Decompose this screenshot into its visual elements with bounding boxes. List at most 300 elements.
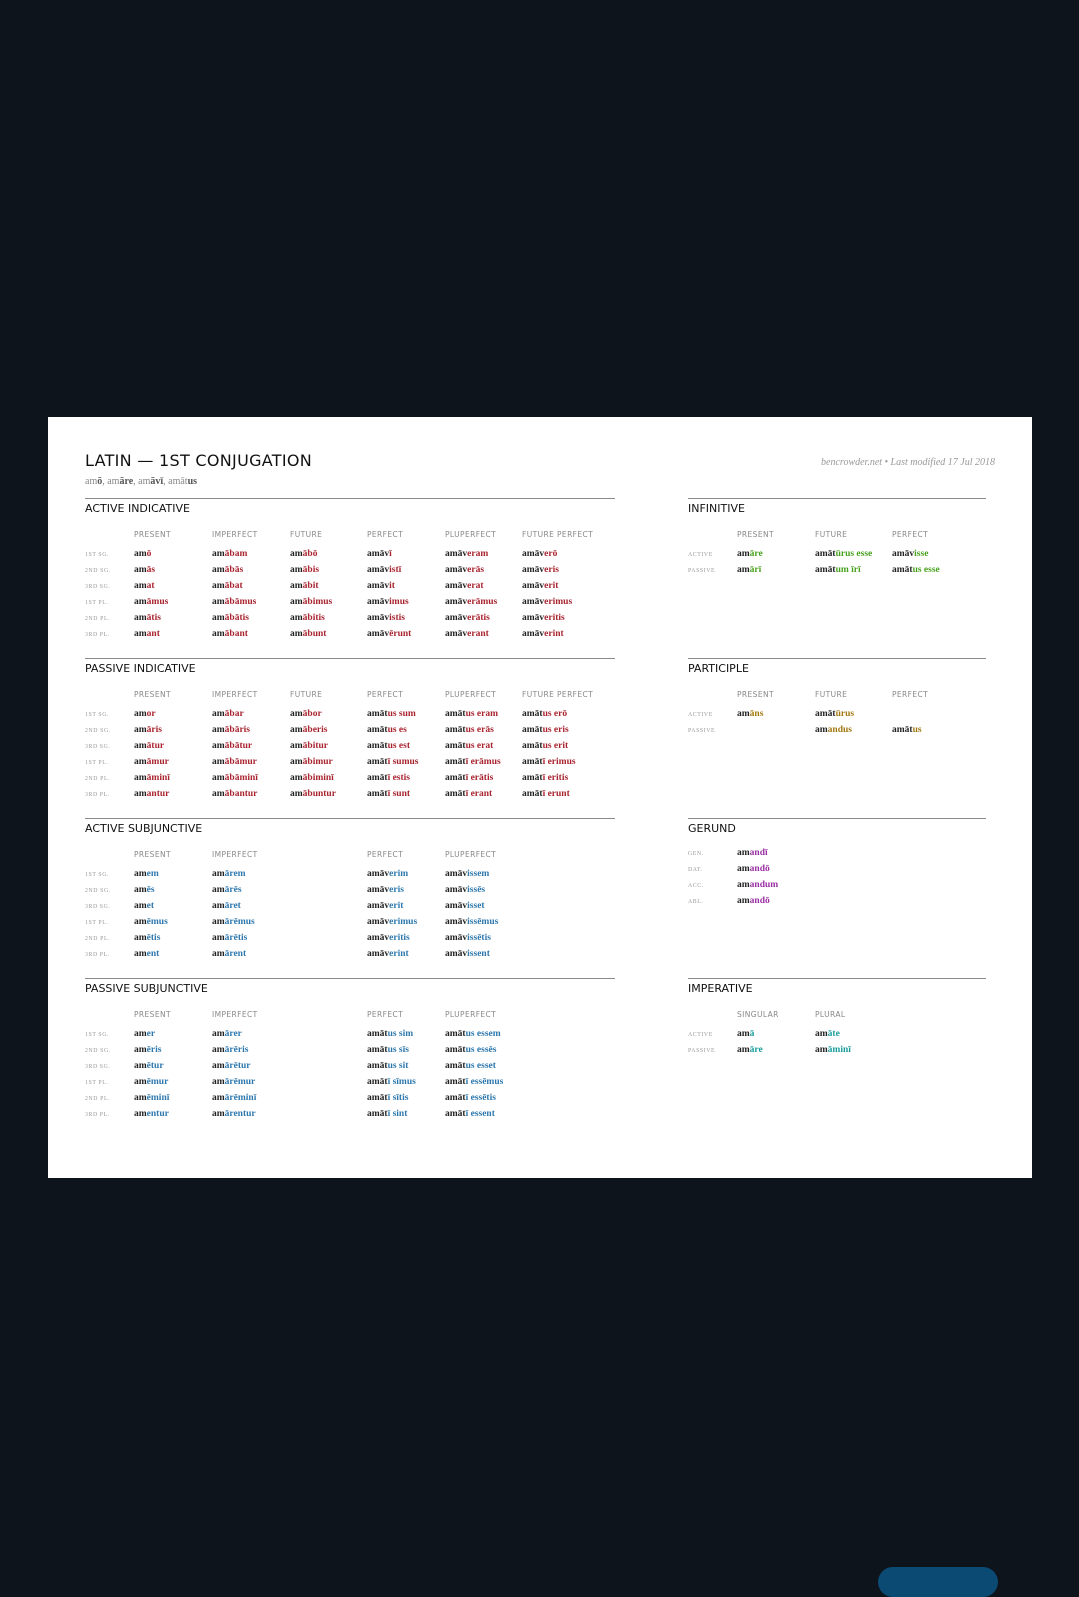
verb-form [367, 725, 407, 735]
principal-part: amāre [107, 476, 134, 487]
verb-form [134, 549, 151, 559]
verb-ending: at [146, 581, 155, 591]
verb-stem: am [134, 549, 147, 559]
principal-part: amō [85, 476, 103, 487]
verb-stem: am [134, 917, 147, 927]
verb-form [134, 613, 161, 623]
verb-ending: ō [146, 549, 152, 559]
verb-form [445, 709, 498, 719]
verb-stem: am [212, 757, 225, 767]
verb-stem: am [212, 629, 225, 639]
verb-stem: amāv [445, 565, 468, 575]
verb-stem: amāv [522, 613, 545, 623]
verb-stem: am [290, 613, 303, 623]
column-header: PERFECT [367, 1010, 404, 1019]
verb-form [367, 789, 410, 799]
verb-stem: am [290, 757, 303, 767]
verb-stem: amāv [367, 581, 390, 591]
verb-ending: ābat [224, 581, 243, 591]
row-label: 3RD SG. [85, 1064, 111, 1070]
verb-form [134, 1029, 155, 1039]
verb-stem: am [134, 1045, 147, 1055]
verb-stem: amāt [815, 709, 836, 719]
verb-form [445, 789, 492, 799]
verb-ending: issent [467, 949, 490, 959]
verb-ending: ābimus [302, 597, 333, 607]
column-header: PRESENT [134, 850, 171, 859]
page-title: LATIN — 1ST CONJUGATION [85, 451, 313, 470]
verb-ending: um īrī [835, 565, 861, 575]
column-header: PRESENT [737, 530, 774, 539]
verb-form [737, 880, 778, 890]
verb-stem: am [212, 1093, 225, 1103]
verb-ending: ābuntur [302, 789, 336, 799]
verb-form [445, 1093, 496, 1103]
section-title: PARTICIPLE [688, 662, 749, 675]
verb-form [367, 613, 405, 623]
verb-stem: amāt [815, 549, 836, 559]
verb-stem: amāt [367, 789, 388, 799]
row-label: PASSIVE [688, 1048, 716, 1054]
row-label: 3RD PL. [85, 632, 110, 638]
verb-stem: am [290, 629, 303, 639]
verb-form [212, 741, 252, 751]
verb-stem: am [212, 741, 225, 751]
verb-form [367, 1045, 409, 1055]
verb-stem: amāt [445, 1109, 466, 1119]
source-credit: bencrowder.net • Last modified 17 Jul 2018 [821, 457, 995, 468]
verb-ending: ārēmus [224, 917, 255, 927]
verb-ending: ābitis [302, 613, 325, 623]
verb-form [212, 1029, 242, 1039]
verb-stem: am [737, 1029, 750, 1039]
verb-stem: am [134, 949, 147, 959]
verb-ending: us essem [465, 1029, 501, 1039]
verb-ending: ās [146, 565, 156, 575]
verb-ending: em [146, 869, 159, 879]
verb-form [367, 1109, 407, 1119]
verb-ending: erātis [467, 613, 490, 623]
row-label: 2ND PL. [85, 616, 111, 622]
verb-ending: ābiminī [302, 773, 334, 783]
row-label: 2ND SG. [85, 888, 111, 894]
verb-ending: antur [146, 789, 170, 799]
verb-ending: ārēs [224, 885, 242, 895]
row-label: 3RD SG. [85, 744, 111, 750]
verb-form [892, 549, 928, 559]
verb-stem: amāt [445, 725, 466, 735]
verb-ending: ābitur [302, 741, 329, 751]
verb-ending: ābās [224, 565, 244, 575]
verb-stem: amāv [367, 869, 390, 879]
verb-form [290, 757, 333, 767]
verb-form [522, 629, 564, 639]
verb-form [522, 597, 572, 607]
verb-stem: am [212, 725, 225, 735]
row-label: 2ND SG. [85, 728, 111, 734]
verb-form [212, 725, 250, 735]
verb-form [367, 709, 416, 719]
verb-ending: eris [389, 885, 404, 895]
verb-stem: am [212, 1061, 225, 1071]
verb-form [290, 773, 334, 783]
verb-stem: amāv [445, 613, 468, 623]
verb-stem: amāv [367, 597, 390, 607]
verb-stem: amāv [522, 581, 545, 591]
verb-form [212, 789, 257, 799]
verb-form [212, 581, 243, 591]
verb-stem: am [212, 597, 225, 607]
verb-stem: am [212, 565, 225, 575]
verb-form [522, 613, 565, 623]
section-passive-subjunctive [85, 978, 615, 1129]
verb-ending: andō [749, 896, 770, 906]
section-active-subjunctive [85, 818, 615, 969]
verb-form [367, 773, 410, 783]
verb-stem: amāt [892, 565, 913, 575]
verb-stem: amāt [367, 725, 388, 735]
verb-ending: ant [146, 629, 160, 639]
row-label: 2ND PL. [85, 776, 111, 782]
column-header: PLUPERFECT [445, 1010, 497, 1019]
principal-part: amāvī [138, 476, 164, 487]
verb-ending: erās [467, 565, 485, 575]
verb-form [134, 1109, 169, 1119]
row-label: 3RD SG. [85, 584, 111, 590]
verb-stem: amāv [367, 629, 390, 639]
verb-ending: āminī [827, 1045, 851, 1055]
verb-form [367, 1061, 408, 1071]
verb-ending: eram [467, 549, 489, 559]
verb-form [367, 741, 410, 751]
verb-stem: am [737, 1045, 750, 1055]
verb-ending: issēs [467, 885, 486, 895]
verb-form [134, 933, 160, 943]
verb-stem: amāt [445, 789, 466, 799]
verb-form [367, 949, 409, 959]
verb-form [892, 725, 922, 735]
verb-stem: am [212, 613, 225, 623]
verb-stem: amāt [445, 1093, 466, 1103]
column-header: PERFECT [892, 530, 929, 539]
verb-ending: ī essēmus [465, 1077, 504, 1087]
verb-form [290, 549, 317, 559]
verb-ending: imus [389, 597, 409, 607]
verb-form [737, 1045, 763, 1055]
verb-form [212, 917, 255, 927]
verb-form [212, 549, 247, 559]
verb-form [134, 949, 159, 959]
verb-stem: amāt [522, 757, 543, 767]
verb-form [367, 549, 392, 559]
verb-form [445, 613, 490, 623]
verb-ending: us eris [542, 725, 569, 735]
verb-stem: am [212, 581, 225, 591]
section-participle [688, 658, 986, 809]
section-passive-indicative [85, 658, 615, 809]
verb-form [445, 1077, 503, 1087]
verb-stem: am [737, 848, 750, 858]
verb-ending: āminī [146, 773, 170, 783]
verb-form [367, 885, 404, 895]
section-title: ACTIVE SUBJUNCTIVE [85, 822, 203, 835]
verb-stem: am [212, 1045, 225, 1055]
verb-ending: istis [389, 613, 406, 623]
verb-stem: am [290, 709, 303, 719]
verb-stem: amāt [815, 565, 836, 575]
verb-stem: amāv [445, 949, 468, 959]
verb-ending: eris [544, 565, 559, 575]
row-label: 1ST PL. [85, 1080, 109, 1086]
section-title: PASSIVE SUBJUNCTIVE [85, 982, 208, 995]
verb-stem: am [290, 581, 303, 591]
verb-ending: ābant [224, 629, 248, 639]
verb-stem: amāv [445, 901, 468, 911]
verb-ending: āberis [302, 725, 328, 735]
section-infinitive [688, 498, 986, 649]
verb-stem: am [134, 789, 147, 799]
section-gerund [688, 818, 986, 969]
floating-action-button[interactable] [878, 1567, 998, 1597]
verb-form [815, 549, 872, 559]
verb-ending: issētis [467, 933, 491, 943]
verb-stem: amāv [445, 885, 468, 895]
verb-form [212, 597, 256, 607]
verb-stem: am [212, 1109, 225, 1119]
section-title: INFINITIVE [688, 502, 745, 515]
verb-stem: am [212, 933, 225, 943]
verb-ending: erim [389, 869, 409, 879]
verb-stem: amāt [367, 1045, 388, 1055]
verb-form [134, 1077, 168, 1087]
verb-stem: am [737, 565, 750, 575]
verb-stem: am [134, 613, 147, 623]
column-header: IMPERFECT [212, 850, 258, 859]
verb-ending: ī erāmus [465, 757, 501, 767]
verb-ending: andō [749, 864, 770, 874]
verb-form [445, 725, 494, 735]
verb-form [445, 885, 485, 895]
verb-stem: am [134, 1061, 147, 1071]
verb-ending: ī sint [387, 1109, 408, 1119]
verb-form [212, 613, 249, 623]
verb-stem: amāv [445, 917, 468, 927]
row-label: 2ND SG. [85, 1048, 111, 1054]
row-label: 1ST PL. [85, 760, 109, 766]
verb-form [212, 949, 246, 959]
verb-form [367, 757, 418, 767]
column-header: PLURAL [815, 1010, 846, 1019]
column-header: FUTURE PERFECT [522, 530, 594, 539]
row-label: ACC. [688, 883, 704, 889]
verb-ending: ābāminī [224, 773, 258, 783]
column-header: FUTURE [290, 530, 323, 539]
verb-ending: ārētur [224, 1061, 251, 1071]
verb-form [134, 581, 155, 591]
verb-ending: āre [749, 549, 763, 559]
row-label: 3RD PL. [85, 792, 110, 798]
verb-ending: ābāris [224, 725, 251, 735]
section-title: GERUND [688, 822, 736, 835]
verb-form [134, 789, 169, 799]
verb-stem: amāt [367, 709, 388, 719]
column-header: PLUPERFECT [445, 850, 497, 859]
verb-ending: ārēmur [224, 1077, 256, 1087]
verb-ending: erit [389, 901, 404, 911]
verb-form [737, 864, 770, 874]
verb-ending: ī erunt [542, 789, 570, 799]
verb-stem: amāv [522, 629, 545, 639]
verb-stem: am [134, 773, 147, 783]
verb-stem: amāv [892, 549, 915, 559]
verb-form [134, 1045, 161, 1055]
verb-form [445, 757, 501, 767]
verb-ending: ārer [224, 1029, 242, 1039]
verb-ending: ābam [224, 549, 248, 559]
verb-form [134, 1093, 169, 1103]
verb-form [134, 741, 164, 751]
verb-form [212, 1093, 256, 1103]
row-label: ACTIVE [688, 712, 713, 718]
verb-form [212, 1077, 255, 1087]
verb-stem: amāt [367, 757, 388, 767]
verb-ending: ī essent [465, 1109, 495, 1119]
verb-stem: amāt [445, 1029, 466, 1039]
verb-stem: amāt [892, 725, 913, 735]
verb-ending: istī [389, 565, 402, 575]
verb-ending: us essēs [465, 1045, 497, 1055]
column-header: FUTURE [290, 690, 323, 699]
verb-form [212, 1045, 248, 1055]
verb-stem: amāv [522, 565, 545, 575]
column-header: PRESENT [134, 690, 171, 699]
verb-ending: issēmus [467, 917, 499, 927]
verb-stem: amāt [445, 1045, 466, 1055]
verb-ending: us erō [542, 709, 568, 719]
verb-form [290, 565, 319, 575]
verb-form [367, 1029, 413, 1039]
verb-stem: am [815, 1029, 828, 1039]
verb-form [737, 549, 763, 559]
verb-stem: am [134, 1029, 147, 1039]
verb-stem: amāv [367, 565, 390, 575]
verb-stem: am [815, 1045, 828, 1055]
verb-stem: amāv [445, 629, 468, 639]
verb-stem: am [290, 565, 303, 575]
verb-form [445, 629, 489, 639]
verb-stem: am [212, 1077, 225, 1087]
verb-form [815, 1029, 840, 1039]
verb-stem: am [737, 864, 750, 874]
verb-ending: erimus [389, 917, 418, 927]
conjugation-sheet [48, 417, 1032, 1178]
verb-ending: ēs [146, 885, 155, 895]
verb-stem: am [134, 757, 147, 767]
verb-ending: andus [827, 725, 852, 735]
verb-ending: ārem [224, 869, 246, 879]
verb-form [212, 629, 248, 639]
verb-ending: eritis [544, 613, 565, 623]
verb-stem: amāv [367, 901, 390, 911]
verb-stem: amāv [445, 933, 468, 943]
verb-ending: erimus [544, 597, 573, 607]
verb-ending: entur [146, 1109, 169, 1119]
verb-form [212, 1061, 251, 1071]
verb-form [522, 741, 568, 751]
verb-stem: amāt [367, 773, 388, 783]
verb-form [134, 565, 155, 575]
verb-stem: amāt [522, 709, 543, 719]
verb-form [290, 581, 319, 591]
verb-form [445, 773, 493, 783]
verb-stem: amāt [445, 773, 466, 783]
verb-form [367, 581, 395, 591]
verb-stem: amāv [522, 597, 545, 607]
verb-form [290, 789, 336, 799]
verb-stem: am [737, 880, 750, 890]
verb-ending: erāmus [467, 597, 498, 607]
verb-ending: ūrus esse [835, 549, 873, 559]
verb-form [367, 917, 417, 927]
verb-form [367, 901, 403, 911]
verb-form [367, 629, 411, 639]
row-label: 2ND PL. [85, 936, 111, 942]
verb-form [445, 1045, 496, 1055]
verb-ending: ārēminī [224, 1093, 257, 1103]
verb-form [367, 565, 401, 575]
verb-stem: am [212, 773, 225, 783]
verb-form [737, 848, 768, 858]
verb-stem: amāv [367, 613, 390, 623]
verb-stem: amāt [367, 1061, 388, 1071]
column-header: IMPERFECT [212, 530, 258, 539]
verb-form [815, 725, 852, 735]
verb-stem: am [134, 1093, 147, 1103]
verb-ending: us sum [387, 709, 416, 719]
verb-ending: us esset [465, 1061, 496, 1071]
section-title: IMPERATIVE [688, 982, 753, 995]
verb-stem: am [212, 789, 225, 799]
principal-parts: amō, amāre, amāvī, amātus [85, 476, 198, 487]
column-header: FUTURE PERFECT [522, 690, 594, 699]
verb-form [212, 933, 247, 943]
verb-form [134, 901, 154, 911]
verb-stem: am [290, 741, 303, 751]
verb-ending: ābis [302, 565, 320, 575]
column-header: PERFECT [367, 530, 404, 539]
column-header: FUTURE [815, 530, 848, 539]
verb-form [815, 565, 861, 575]
verb-form [134, 1061, 164, 1071]
column-header: PLUPERFECT [445, 690, 497, 699]
row-label: 3RD SG. [85, 904, 111, 910]
verb-stem: amāv [522, 549, 545, 559]
verb-ending: ābātis [224, 613, 249, 623]
verb-stem: am [290, 773, 303, 783]
verb-stem: amāv [367, 933, 390, 943]
verb-ending: or [146, 709, 156, 719]
verb-ending: et [146, 901, 155, 911]
row-label: 1ST PL. [85, 600, 109, 606]
verb-form [134, 869, 159, 879]
verb-ending: ī erātis [465, 773, 494, 783]
section-title: ACTIVE INDICATIVE [85, 502, 190, 515]
verb-ending: āre [749, 1045, 763, 1055]
verb-form [290, 725, 327, 735]
verb-stem: am [212, 901, 225, 911]
verb-ending: ārētis [224, 933, 248, 943]
verb-ending: erit [544, 581, 559, 591]
